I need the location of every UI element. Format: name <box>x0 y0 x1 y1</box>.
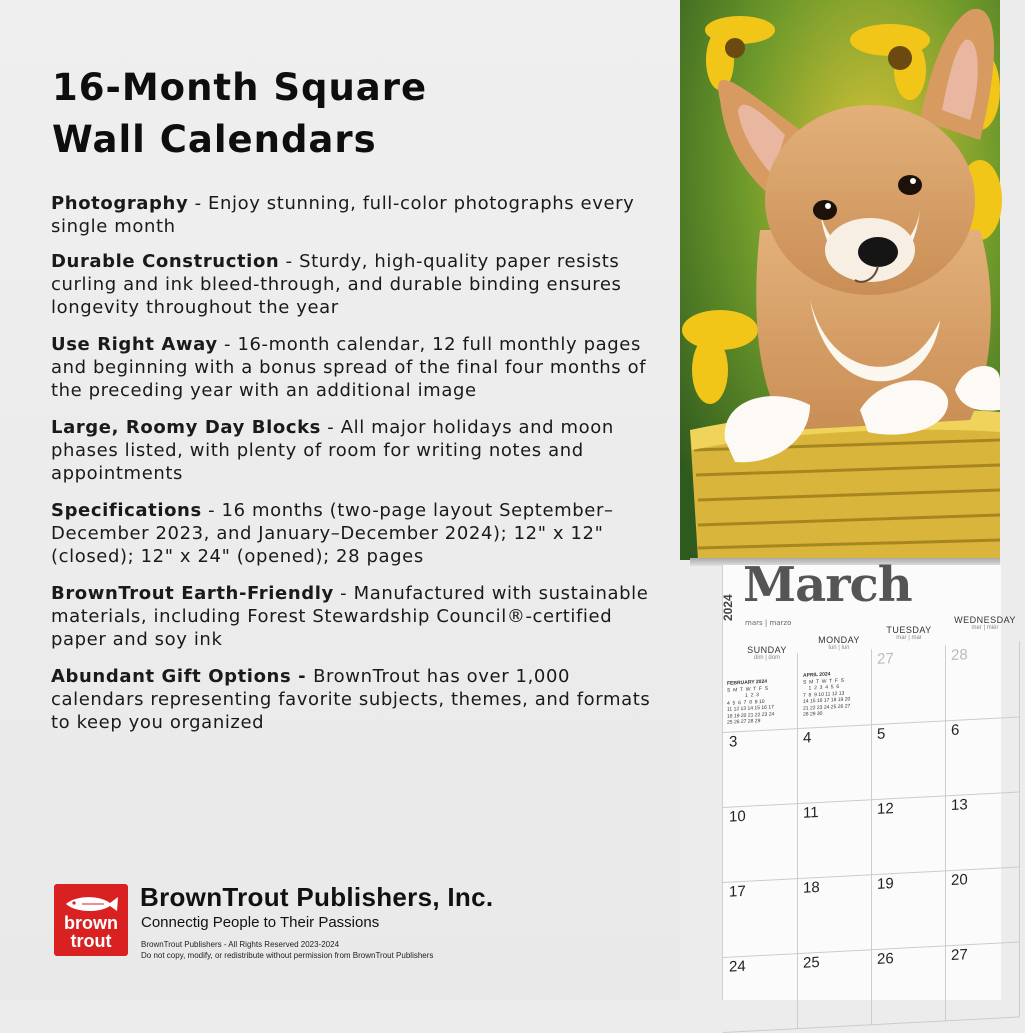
feature-heading: Abundant Gift Options - <box>51 666 314 687</box>
feature-heading: Specifications <box>51 500 202 521</box>
feature-text: - Enjoy stunning, full-color photographs every single month <box>51 193 635 237</box>
puppy-photo <box>680 0 1000 560</box>
calendar-month-subtitle: mars | marzo <box>745 619 792 627</box>
browntrout-logo <box>54 884 128 956</box>
calendar-grid <box>723 641 1023 1007</box>
day-number: 27 <box>951 946 968 965</box>
day-cell <box>723 803 798 883</box>
day-number: 24 <box>729 957 746 976</box>
publisher-block <box>54 884 674 984</box>
feature-text: BrownTrout has over 1,000 calendars representing favorite subjects, themes, and formats to keep you organized <box>51 666 651 733</box>
day-name: SUNDAY <box>747 645 787 655</box>
day-sub: mer | miér <box>971 625 999 631</box>
day-name: TUESDAY <box>886 625 932 635</box>
day-number: 3 <box>729 733 738 751</box>
calendar-year: 2024 <box>721 594 735 621</box>
day-cell <box>723 953 798 1033</box>
day-number: 28 <box>951 646 968 665</box>
day-cell <box>723 728 798 808</box>
calendar-page <box>721 557 1016 1000</box>
feature-earth-friendly <box>51 582 661 651</box>
rights-notice <box>141 939 433 961</box>
day-cell <box>945 791 1020 871</box>
rights-line-1: BrownTrout Publishers - All Rights Reserved 2023-2024 <box>141 940 340 949</box>
mini-calendar-april <box>803 670 850 718</box>
day-cell <box>945 866 1020 946</box>
day-cell <box>723 878 798 958</box>
day-number: 11 <box>803 803 819 822</box>
feature-specifications <box>51 499 661 568</box>
feature-day-blocks <box>51 416 661 485</box>
logo-word-trout: trout <box>70 931 112 951</box>
day-name: MONDAY <box>818 635 860 645</box>
feature-text: - 16-month calendar, 12 full monthly pages and beginning with a bonus spread of the final four months of the preceding year with an additional image <box>51 334 647 401</box>
calendar-month: March <box>743 557 912 613</box>
day-number: 20 <box>951 871 968 890</box>
day-number: 26 <box>877 950 894 968</box>
day-sub: dim | dom <box>753 655 781 661</box>
day-header-wednesday <box>945 615 1025 631</box>
day-cell <box>945 641 1020 721</box>
feature-durable-construction <box>51 250 661 319</box>
day-sub: lun | lun <box>828 645 850 651</box>
day-cell <box>797 949 872 1029</box>
day-number: 27 <box>877 650 894 668</box>
day-number: 12 <box>877 800 894 818</box>
day-number: 5 <box>877 725 886 743</box>
publisher-tagline: Connectig People to Their Passions <box>141 914 380 931</box>
feature-heading: Large, Roomy Day Blocks <box>51 417 321 438</box>
day-number: 6 <box>951 721 960 740</box>
day-cell <box>871 645 946 725</box>
mini-body: S M T W T F S 1 2 3 4 5 6 7 8 9 10 11 12 13 14 15 16 17 18 19 20 21 22 23 24 25 26 27 28 29 <box>727 685 775 726</box>
mini-body: S M T W T F S 1 2 3 4 5 6 7 8 9 10 11 12 13 14 15 16 17 18 19 20 21 22 23 24 25 26 27 28 29 30 <box>803 677 851 718</box>
day-cell <box>871 795 946 875</box>
day-number: 19 <box>877 875 894 893</box>
day-cell <box>723 653 798 733</box>
mini-title: APRIL 2024 <box>803 671 831 679</box>
mini-calendar-february <box>727 678 774 726</box>
feature-text: - 16 months (two-page layout September–December 2023, and January–December 2024); 12" x 12" (closed); 12" x 24" (opened); 28 pages <box>51 500 614 567</box>
page-title <box>52 62 427 166</box>
rights-line-2: Do not copy, modify, or redistribute without permission from BrownTrout Publishers <box>141 951 434 960</box>
publisher-name: BrownTrout Publishers, Inc. <box>140 882 494 912</box>
day-cell <box>797 874 872 954</box>
feature-photography <box>51 192 661 238</box>
day-cell <box>871 720 946 800</box>
feature-use-right-away <box>51 333 661 402</box>
day-sub: mar | mar <box>896 635 922 641</box>
day-cell <box>797 724 872 804</box>
day-number: 4 <box>803 729 812 747</box>
day-number: 17 <box>729 882 746 901</box>
day-cell <box>871 870 946 950</box>
day-cell <box>945 941 1020 1021</box>
feature-heading: BrownTrout Earth-Friendly <box>51 583 334 604</box>
day-cell <box>871 945 946 1025</box>
day-number: 13 <box>951 796 968 815</box>
corgi-puppy-image <box>680 0 1000 560</box>
day-cell <box>945 716 1020 796</box>
feature-gift-options <box>51 665 661 734</box>
feature-text: - Sturdy, high-quality paper resists curling and ink bleed-through, and durable binding ensures longevity throughout the year <box>51 251 622 318</box>
feature-heading: Photography <box>51 193 189 214</box>
day-number: 18 <box>803 878 820 897</box>
feature-list <box>51 192 661 746</box>
day-cell <box>797 799 872 879</box>
feature-text: - Manufactured with sustainable materials, including Forest Stewardship Council®-certified paper and soy ink <box>51 583 649 650</box>
feature-heading: Use Right Away <box>51 334 218 355</box>
day-number: 10 <box>729 807 746 826</box>
feature-text: - All major holidays and moon phases listed, with plenty of room for writing notes and appointments <box>51 417 614 484</box>
day-number: 25 <box>803 953 820 972</box>
day-name: WEDNESDAY <box>954 615 1016 625</box>
feature-heading: Durable Construction <box>51 251 280 272</box>
title-line-2: Wall Calendars <box>52 118 377 161</box>
day-cell <box>797 649 872 729</box>
title-line-1: 16-Month Square <box>52 66 428 109</box>
logo-word-brown: brown <box>64 913 118 933</box>
day-header-tuesday <box>869 625 949 641</box>
mini-title: FEBRUARY 2024 <box>727 678 768 687</box>
